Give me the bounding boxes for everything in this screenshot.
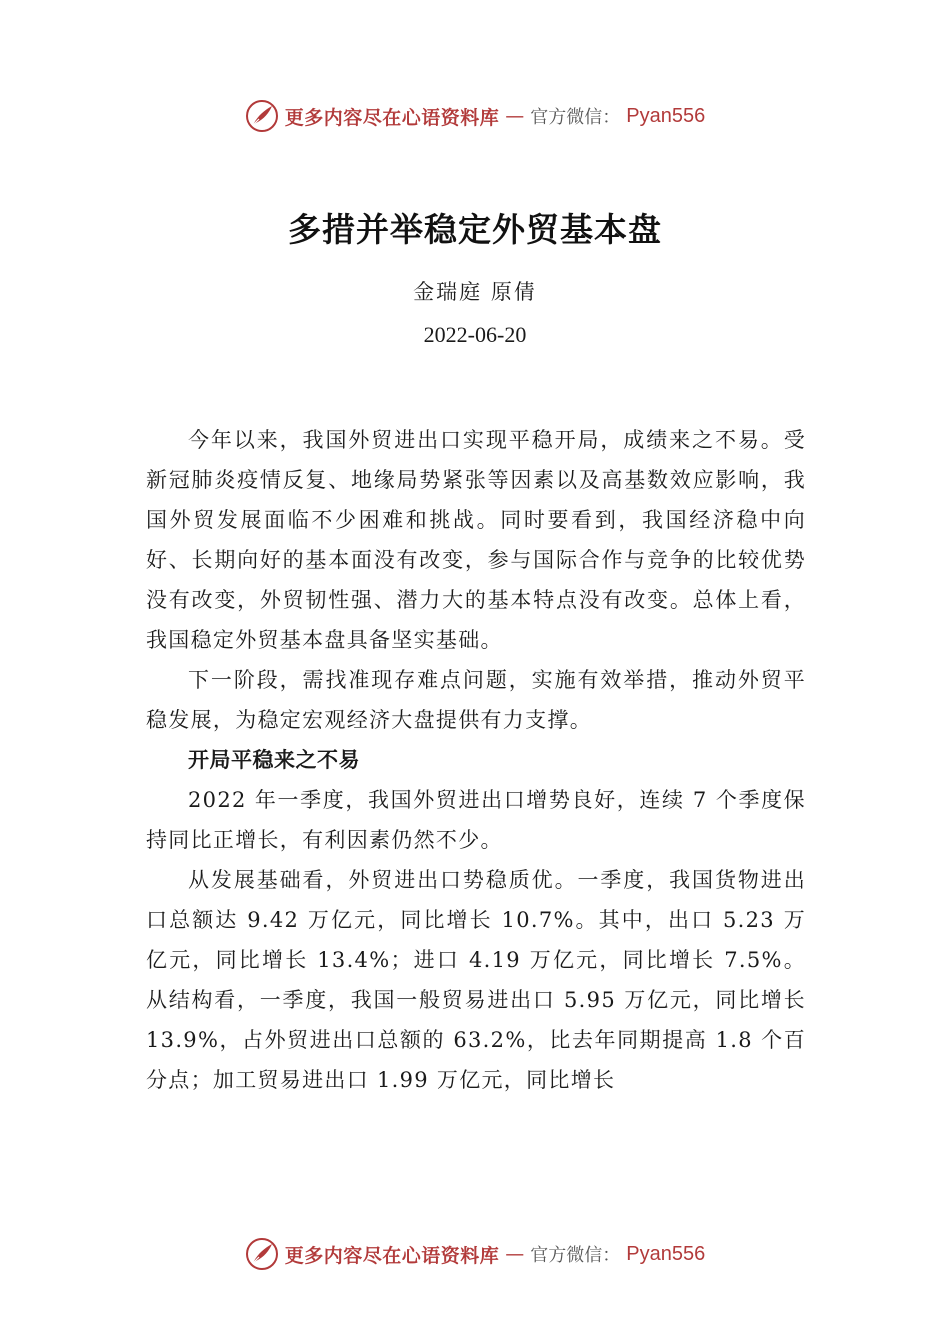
header-watermark <box>0 96 950 136</box>
watermark-wechat-id: Pyan556 <box>626 1242 706 1265</box>
paragraph: 今年以来，我国外贸进出口实现平稳开局，成绩来之不易。受新冠肺炎疫情反复、地缘局势紧张等因素以及高基数效应影响，我国外贸发展面临不少困难和挑战。同时要看到，我国经济稳中向好、长期向好的基本面没有改变，参与国际合作与竞争的比较优势没有改变，外贸韧性强、潜力大的基本特点没有改变。总体上看，我国稳定外贸基本盘具备坚实基础。 <box>146 428 806 652</box>
paragraph: 从发展基础看，外贸进出口势稳质优。一季度，我国货物进出口总额达 9.42 万亿元，同比增长 10.7%。其中，出口 5.23 万亿元，同比增长 13.4%；进口 4.19 万亿元，同比增长 7.5%。从结构看，一季度，我国一般贸易进出口 5.95 万亿元，同比增长 13.9%，占外贸进出口总额的 63.2%，比去年同期提高 1.8 个百分点；加工贸易进出口 1.99 万亿元，同比增长 <box>146 868 806 1092</box>
watermark-contact-label: 官方微信： <box>530 107 621 128</box>
article-date: 2022-06-20 <box>423 322 527 347</box>
quill-logo-icon <box>245 99 279 133</box>
paragraph: 下一阶段，需找准现存难点问题，实施有效举措，推动外贸平稳发展，为稳定宏观经济大盘提供有力支撑。 <box>146 668 806 732</box>
article-authors: 金瑞庭 原倩 <box>413 280 537 304</box>
quill-logo-icon <box>245 1237 279 1271</box>
footer-watermark <box>0 1234 950 1274</box>
watermark-brand: 更多内容尽在心语资料库 <box>284 1244 500 1267</box>
watermark-brand: 更多内容尽在心语资料库 <box>284 106 500 129</box>
paragraph: 2022 年一季度，我国外贸进出口增势良好，连续 7 个季度保持同比正增长，有利因素仍然不少。 <box>146 788 806 852</box>
watermark-contact-label: 官方微信： <box>530 1245 621 1266</box>
article-body <box>146 420 806 1100</box>
article-title: 多措并举稳定外贸基本盘 <box>288 210 662 249</box>
section-heading: 开局平稳来之不易 <box>188 748 360 772</box>
watermark-wechat-id: Pyan556 <box>626 104 706 127</box>
watermark-separator: — <box>505 105 525 127</box>
watermark-separator: — <box>505 1243 525 1265</box>
